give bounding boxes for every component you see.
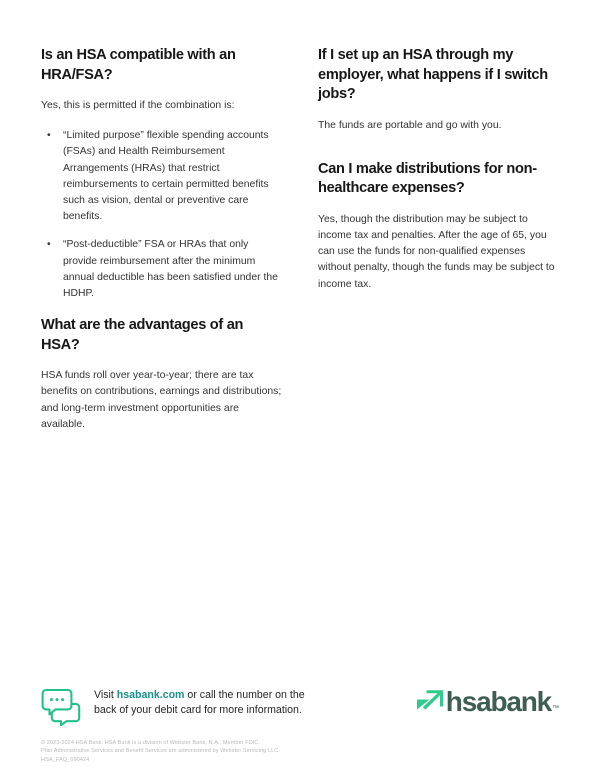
bullet-marker-icon: • (47, 239, 51, 251)
list-item (41, 237, 282, 302)
faq-question-heading: Is an HSA compatible with an HRA/FSA? (41, 47, 236, 83)
list-item-text: “Post-deductible” FSA or HRAs that only provide reimbursement after the minimum annual deductible has been satisfied under the HDHP. (63, 239, 278, 300)
faq-answer-text: The funds are portable and go with you. (318, 119, 502, 131)
faq-bullet-list (41, 128, 282, 302)
visit-suffix: or call the number on the back of your debit card for more information. (94, 689, 305, 717)
footer-contact-row (41, 686, 559, 732)
visit-instructions (94, 686, 324, 719)
hsabank-logo (416, 688, 559, 716)
list-item-text: “Limited purpose” flexible spending accounts (FSAs) and Health Reimbursement Arrangements (HRAs) that restrict reimbursements to certain permitted benefits such as vision, dental or preventive care benefits. (63, 130, 269, 223)
hsabank-arrow-logo-icon (416, 688, 444, 716)
legal-disclaimer (41, 739, 559, 764)
visit-prefix: Visit (94, 689, 117, 701)
hsabank-website-link[interactable]: hsabank.com (116, 689, 185, 701)
faq-answer-text: Yes, though the distribution may be subject to income tax and penalties. After the age of 65, you can use the funds for non-qualified expenses without penalty, though the funds may be subject to income tax. (318, 213, 555, 290)
page-footer (41, 686, 559, 764)
faq-answer-text: HSA funds roll over year-to-year; there are tax benefits on contributions, earnings and distributions; and long-term investment opportunities are available. (41, 370, 282, 430)
faq-block-switch-jobs (318, 46, 559, 134)
hsabank-wordmark: hsabank (445, 686, 551, 717)
faq-question-heading: Can I make distributions for non-healthcare expenses? (318, 160, 537, 197)
left-column (41, 46, 282, 433)
faq-question-heading: If I set up an HSA through my employer, what happens if I switch jobs? (318, 47, 548, 102)
faq-answer-text: Yes, this is permitted if the combination is: (41, 100, 235, 111)
legal-line: Plan Administrative Services and Benefit Services are administered by Webster Servicing LLC. (41, 748, 280, 755)
faq-block-advantages (41, 316, 282, 433)
trademark-symbol: ™ (552, 705, 559, 712)
block-spacer (41, 302, 282, 316)
legal-line: © 2023-2024 HSA Bank. HSA Bank is a division of Webster Bank, N.A., Member FDIC. (41, 740, 261, 746)
faq-question-heading: What are the advantages of an HSA? (41, 317, 244, 353)
legal-document-code: HSA_FAQ_090424 (41, 756, 90, 763)
list-item (41, 128, 282, 225)
faq-block-hra-fsa (41, 46, 282, 302)
faq-block-non-healthcare (318, 160, 559, 293)
bullet-marker-icon: • (47, 130, 51, 142)
right-column (318, 46, 559, 293)
faq-columns (41, 46, 559, 433)
speech-bubbles-icon (41, 688, 83, 726)
